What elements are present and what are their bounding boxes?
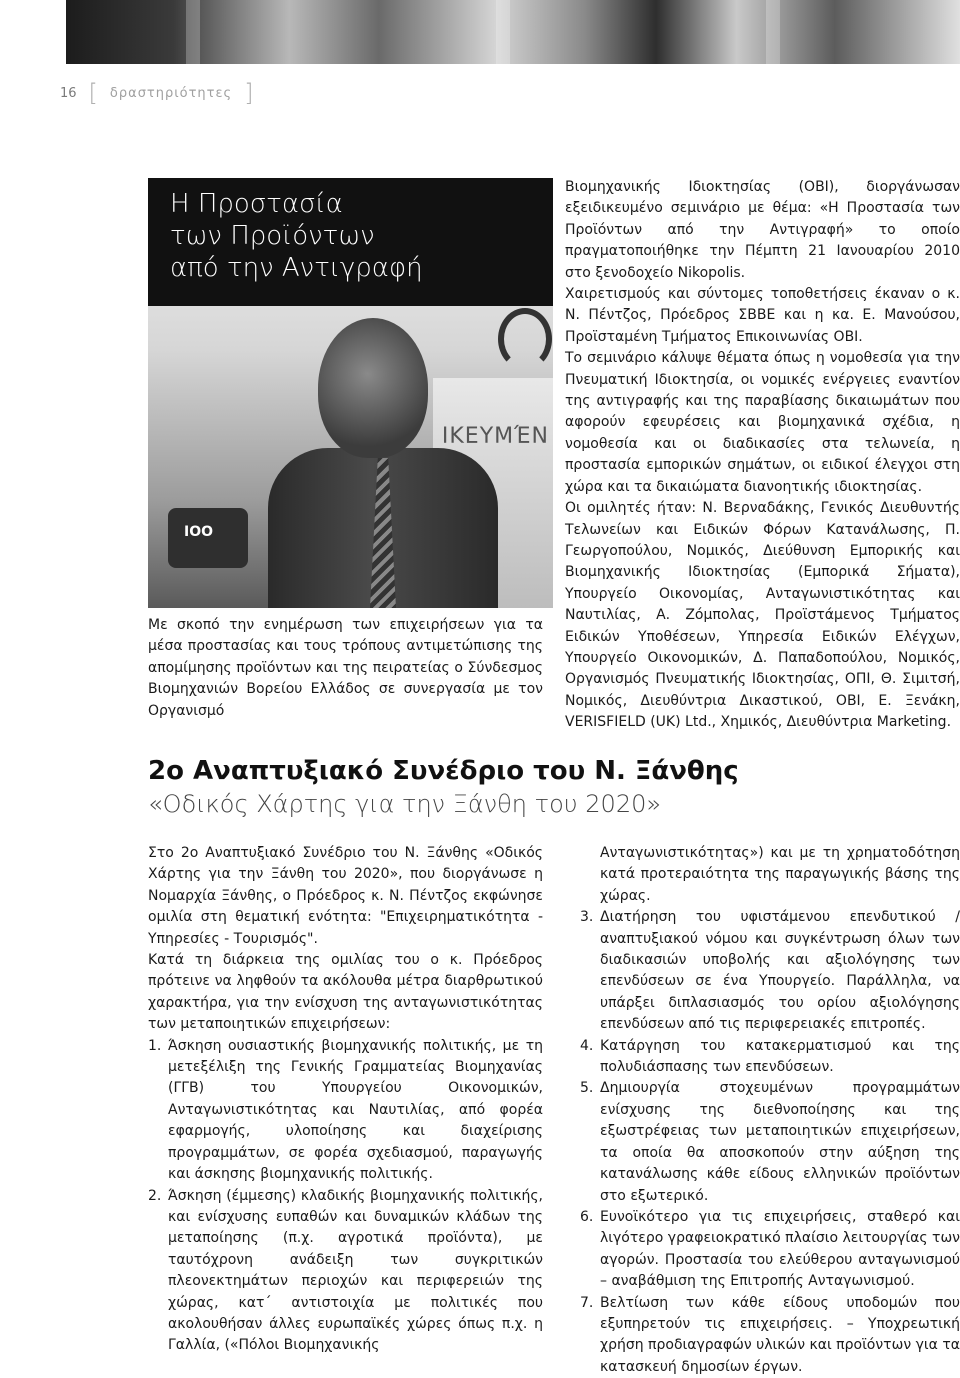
running-header: [60, 78, 254, 108]
article-intro: [148, 615, 543, 722]
article-title-line: των Προϊόντων: [170, 221, 375, 251]
list-number: 7.: [580, 1294, 594, 1311]
article-body-column: [565, 177, 960, 734]
list-text: Βελτίωση των κάθε είδους υποδομών που εξυπηρετούν τις επιχειρήσεις. – Υποχρεωτική χρήση προδιαγραφών υλικών και προϊόντων για τα κατασκευή δημοσίων έργων.: [600, 1294, 960, 1375]
body-paragraph: Το σεμινάριο κάλυψε θέματα όπως η νομοθεσία για την Πνευματική Ιδιοκτησία, οι νομικές ενέργειες εναντίον της αντιγραφής και της παραβίασης δικαιωμάτων που αφορούν εφευρέσεις και βιομηχανικά σχέδια, η νομοθεσία και οι διαδικασίες στα τελωνεία, η προστασία εμπορικών σημάτων, οι ειδικοί έλεγχοι στη χώρα και τα δικαιώματα διανοητικής ιδιοκτησίας.: [565, 350, 960, 495]
list-item: [148, 1186, 543, 1357]
photo-band: [186, 0, 200, 64]
list-text: Άσκηση ουσιαστικής βιομηχανικής πολιτικής, με τη μετεξέλιξη της Γενικής Γραμματείας Βιομηχανίας (ΓΓΒ) του Υπουργείου Οικονομικών, Ανταγωνιστικότητας και Ναυτιλίας, από φορέα εφαρμογής, υλοποίησης και διαχείρισης προγραμμάτων, σε φορέα σχεδιασμού, παραγωγής και άσκησης βιομηχανικής πολιτικής.: [168, 1037, 543, 1183]
list-item: [580, 1207, 960, 1293]
article2-right-column: [580, 843, 960, 1378]
body-paragraph: Χαιρετισμούς και σύντομες τοποθετήσεις έκαναν ο κ. Ν. Πέντζος, Πρόεδρος ΣΒΒΕ και η κα. Ε. Μανούσου, Προϊσταμένη Τμήματος Επικοινωνίας ΟΒΙ.: [565, 286, 960, 345]
top-decorative-photo: [66, 0, 960, 64]
list-text: Διατήρηση του υφιστάμενου επενδυτικού / αναπτυξιακού νόμου και συγκέντρωση όλων των διαδικασιών υποβολής και αξιολόγησης των επενδύσεων σε ένα Υπουργείο. Παράλληλα, να υπάρξει διπλασιασμός του ορίου αξιολόγησης επενδύσεων από τις περιφερειακές επιτροπές.: [600, 909, 960, 1033]
list-item: [580, 907, 960, 1035]
microphone-label: ΙΟΟ: [184, 524, 214, 540]
list-text: Δημιουργία στοχευμένων προγραμμάτων ενίσχυσης της διεθνοποίησης και της εξωστρέφειας των μεταποιητικών επιχειρήσεων, τα οποία θα αποσκοπούν στην αύξηση της κατανάλωσης κάθε είδους ελληνικών προϊόντων στο εξωτερικό.: [600, 1080, 960, 1204]
list-item: [148, 1036, 543, 1186]
list-text: Ευνοϊκότερο για τις επιχειρήσεις, σταθερό και λιγότερο γραφειοκρατικό πλαίσιο λειτουργίας των αγορών. Προστασία του ελεύθερου ανταγωνισμού – αναβάθμιση της Επιτροπής Ανταγωνισμού.: [600, 1208, 960, 1290]
list-number: 1.: [148, 1037, 162, 1054]
list-number: 4.: [580, 1037, 594, 1054]
bracket-close: ]: [244, 79, 254, 107]
logo-swirl-shape: [498, 308, 552, 370]
article-title-line: από την Αντιγραφή: [170, 253, 423, 283]
photo-banner-text: ΙΚΕΥΜΈΝ: [441, 424, 549, 449]
body-paragraph: Οι ομιλητές ήταν: Ν. Βερναδάκης, Γενικός Διευθυντής Τελωνείων και Ειδικών Φόρων Κατανάλωσης, Π. Γεωργοπούλου, Νομικός, Διεύθυνση Εμπορικής και Βιομηχανικής Ιδιοκτησίας (Εμπορικά Σήματα), Υπουργείο Οικονομίας, Ανταγωνιστικότητας και Ναυτιλίας, Α. Ζόμπολας, Προϊστάμενος Τμήματος Ειδικών Υποθέσεων, Υπηρεσία Ειδικών Ελέγχων, Υπουργείο Οικονομικών, Δ. Παπαδοπούλου, Νομικός, Οργανισμός Πνευματικής Ιδιοκτησίας, ΟΠΙ, Θ. Σιμιτσή, Νομικός, Διευθύντρια Δικαστικού, ΟΒΙ, Ε. Ξενάκη, VERISFIELD (UK) Ltd., Χημικός, Διευθύντρια Marketing.: [565, 500, 960, 731]
article2-left-column: [148, 843, 543, 1357]
list-text: Άσκηση (έμμεσης) κλαδικής βιομηχανικής πολιτικής, και ενίσχυσης ευπαθών και δυναμικών κλάδων της μεταποίησης (π.χ. αγροτικά προϊόντα), με ταυτόχρονη ανάδειξη των συγκριτικών πλεονεκτημάτων περιοχών και περιφερειών της χώρας, κατ΄ αντιστοιχία με πολιτικές που ακολουθήσαν άλλες ευρωπαϊκές χώρες όπως π.χ. η Γαλλία, («Πόλοι Βιομηχανικής: [168, 1187, 543, 1354]
article2-headline: 2ο Αναπτυξιακό Συνέδριο του Ν. Ξάνθης: [148, 756, 739, 786]
list-item: [580, 1293, 960, 1378]
list-item: [580, 1078, 960, 1206]
photo-band: [496, 0, 510, 64]
intro-paragraph: Με σκοπό την ενημέρωση των επιχειρήσεων για τα μέσα προστασίας και τους τρόπους αντιμετώπισης της απομίμησης προϊόντων και της πειρατείας ο Σύνδεσμος Βιομηχανιών Βορείου Ελλάδος σε συνεργασία με τον Οργανισμό: [148, 617, 543, 719]
list-number: 2.: [148, 1187, 162, 1204]
body-paragraph: Βιομηχανικής Ιδιοκτησίας (ΟΒΙ), διοργάνωσαν εξειδικευμένο σεμινάριο με θέμα: «Η Προστασία των Προϊόντων από την Αντιγραφή» το οποίο πραγματοποιήθηκε την Πέμπτη 21 Ιανουαρίου 2010 στο ξενοδοχείο Nikopolis.: [565, 179, 960, 281]
page-number: 16: [60, 85, 77, 101]
photo-band: [766, 0, 780, 64]
article2-subheadline: «Οδικός Χάρτης για την Ξάνθη του 2020»: [148, 790, 662, 818]
bracket-open: [: [88, 79, 98, 107]
list-number: 5.: [580, 1080, 594, 1097]
section-title: δραστηριότητες: [109, 85, 233, 101]
speaker-head: [318, 318, 428, 458]
article-title-line: Η Προστασία: [170, 189, 343, 219]
list-text: Κατάργηση του κατακερματισμού και της πολυδιάσπασης των επενδύσεων.: [600, 1037, 960, 1076]
list-number: 6.: [580, 1208, 594, 1225]
article-title-box: [148, 178, 553, 306]
list-number: 3.: [580, 909, 594, 926]
body-paragraph: Κατά τη διάρκεια της ομιλίας του ο κ. Πρόεδρος πρότεινε να ληφθούν τα ακόλουθα μέτρα διαρθρωτικού χαρακτήρα, για την ενίσχυση της ανταγωνιστικότητας των μεταποιητικών επιχειρήσεων:: [148, 952, 543, 1033]
body-paragraph: Στο 2ο Αναπτυξιακό Συνέδριο του Ν. Ξάνθης «Οδικός Χάρτης για την Ξάνθη του 2020», που διοργάνωσε η Νομαρχία Ξάνθης, ο Πρόεδρος κ. Ν. Πέντζος εκφώνησε ομιλία στη θεματική ενότητα: "Επιχειρηματικότητα - Υπηρεσίες - Τουρισμός".: [148, 845, 543, 947]
list-continuation: Ανταγωνιστικότητας») και με τη χρηματοδότηση κατά προτεραιότητα της παραγωγικής βάσης της χώρας.: [600, 845, 960, 904]
list-item: [580, 1036, 960, 1079]
